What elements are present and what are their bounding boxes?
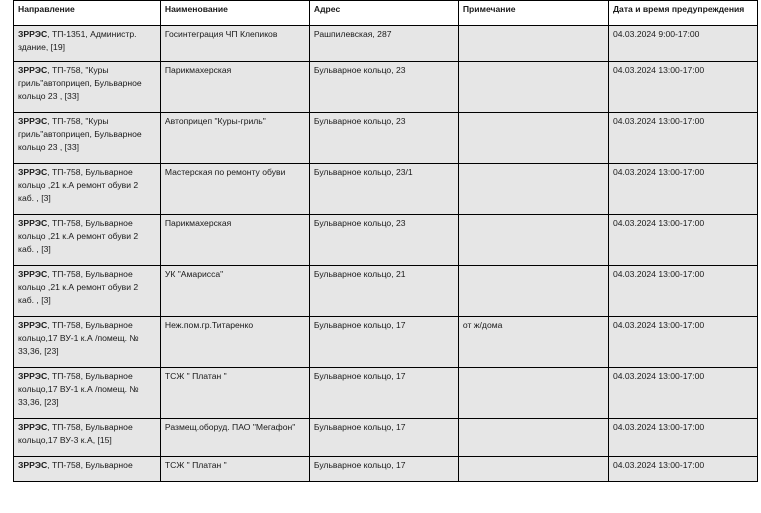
direction-code: ЗРРЭС	[18, 422, 48, 432]
name-cell: Неж.пом.гр.Титаренко	[160, 317, 309, 368]
table-row	[14, 215, 758, 266]
outage-table	[13, 0, 758, 482]
name-cell: ТСЖ " Платан "	[160, 368, 309, 419]
note-cell	[458, 266, 608, 317]
header-row	[14, 1, 758, 26]
direction-cell	[14, 26, 161, 62]
header-address: Адрес	[309, 1, 458, 26]
direction-cell	[14, 457, 161, 482]
table-row	[14, 62, 758, 113]
table-row	[14, 317, 758, 368]
direction-cell	[14, 317, 161, 368]
datetime-cell: 04.03.2024 13:00-17:00	[608, 215, 757, 266]
address-cell: Рашпилевская, 287	[309, 26, 458, 62]
direction-detail: , ТП-758, "Куры гриль"автоприцеп, Бульварное кольцо 23 , [33]	[18, 65, 142, 101]
address-cell: Бульварное кольцо, 23/1	[309, 164, 458, 215]
direction-code: ЗРРЭС	[18, 29, 48, 39]
name-cell: ТСЖ " Платан "	[160, 457, 309, 482]
header-datetime: Дата и время предупреждения	[608, 1, 757, 26]
name-cell: Парикмахерская	[160, 215, 309, 266]
direction-cell	[14, 164, 161, 215]
direction-detail: , ТП-758, Бульварное кольцо,17 ВУ-1 к.А /помещ. № 33,36, [23]	[18, 320, 139, 356]
direction-detail: , ТП-758, "Куры гриль"автоприцеп, Бульварное кольцо 23 , [33]	[18, 116, 142, 152]
address-cell: Бульварное кольцо, 17	[309, 419, 458, 457]
header-name: Наименование	[160, 1, 309, 26]
address-cell: Бульварное кольцо, 23	[309, 215, 458, 266]
address-cell: Бульварное кольцо, 21	[309, 266, 458, 317]
direction-detail: , ТП-758, Бульварное	[47, 460, 133, 470]
address-cell: Бульварное кольцо, 17	[309, 368, 458, 419]
note-cell	[458, 26, 608, 62]
direction-cell	[14, 368, 161, 419]
address-cell: Бульварное кольцо, 17	[309, 457, 458, 482]
name-cell: Парикмахерская	[160, 62, 309, 113]
note-cell	[458, 368, 608, 419]
direction-detail: , ТП-758, Бульварное кольцо ,21 к.А ремонт обуви 2 каб. , [3]	[18, 218, 139, 254]
note-cell	[458, 215, 608, 266]
direction-code: ЗРРЭС	[18, 167, 48, 177]
address-cell: Бульварное кольцо, 23	[309, 62, 458, 113]
name-cell: УК "Амарисса"	[160, 266, 309, 317]
note-cell	[458, 164, 608, 215]
direction-code: ЗРРЭС	[18, 116, 48, 126]
direction-cell	[14, 62, 161, 113]
direction-code: ЗРРЭС	[18, 218, 48, 228]
direction-cell	[14, 113, 161, 164]
direction-code: ЗРРЭС	[18, 371, 48, 381]
note-cell	[458, 62, 608, 113]
direction-code: ЗРРЭС	[18, 269, 48, 279]
name-cell: Автоприцеп "Куры-гриль"	[160, 113, 309, 164]
direction-detail: , ТП-758, Бульварное кольцо ,21 к.А ремонт обуви 2 каб. , [3]	[18, 269, 139, 305]
direction-detail: , ТП-758, Бульварное кольцо ,21 к.А ремонт обуви 2 каб. , [3]	[18, 167, 139, 203]
direction-cell	[14, 419, 161, 457]
datetime-cell: 04.03.2024 13:00-17:00	[608, 164, 757, 215]
datetime-cell: 04.03.2024 13:00-17:00	[608, 457, 757, 482]
table-row	[14, 113, 758, 164]
note-cell	[458, 113, 608, 164]
header-note: Примечание	[458, 1, 608, 26]
datetime-cell: 04.03.2024 13:00-17:00	[608, 419, 757, 457]
direction-code: ЗРРЭС	[18, 320, 48, 330]
name-cell: Мастерская по ремонту обуви	[160, 164, 309, 215]
datetime-cell: 04.03.2024 13:00-17:00	[608, 368, 757, 419]
table-row	[14, 26, 758, 62]
datetime-cell: 04.03.2024 13:00-17:00	[608, 317, 757, 368]
direction-code: ЗРРЭС	[18, 460, 48, 470]
table-row	[14, 419, 758, 457]
datetime-cell: 04.03.2024 13:00-17:00	[608, 266, 757, 317]
header-direction: Направление	[14, 1, 161, 26]
table-row	[14, 266, 758, 317]
note-cell	[458, 419, 608, 457]
table-row	[14, 457, 758, 482]
name-cell: Госинтеграция ЧП Клепиков	[160, 26, 309, 62]
note-cell: от ж/дома	[458, 317, 608, 368]
datetime-cell: 04.03.2024 9:00-17:00	[608, 26, 757, 62]
direction-cell	[14, 215, 161, 266]
datetime-cell: 04.03.2024 13:00-17:00	[608, 62, 757, 113]
direction-code: ЗРРЭС	[18, 65, 48, 75]
datetime-cell: 04.03.2024 13:00-17:00	[608, 113, 757, 164]
direction-detail: , ТП-758, Бульварное кольцо,17 ВУ-3 к.А, [15]	[18, 422, 133, 445]
direction-detail: , ТП-1351, Администр. здание, [19]	[18, 29, 137, 52]
table-row	[14, 368, 758, 419]
address-cell: Бульварное кольцо, 23	[309, 113, 458, 164]
direction-detail: , ТП-758, Бульварное кольцо,17 ВУ-1 к.А /помещ. № 33,36, [23]	[18, 371, 139, 407]
name-cell: Размещ.оборуд. ПАО "Мегафон"	[160, 419, 309, 457]
direction-cell	[14, 266, 161, 317]
note-cell	[458, 457, 608, 482]
address-cell: Бульварное кольцо, 17	[309, 317, 458, 368]
table-row	[14, 164, 758, 215]
